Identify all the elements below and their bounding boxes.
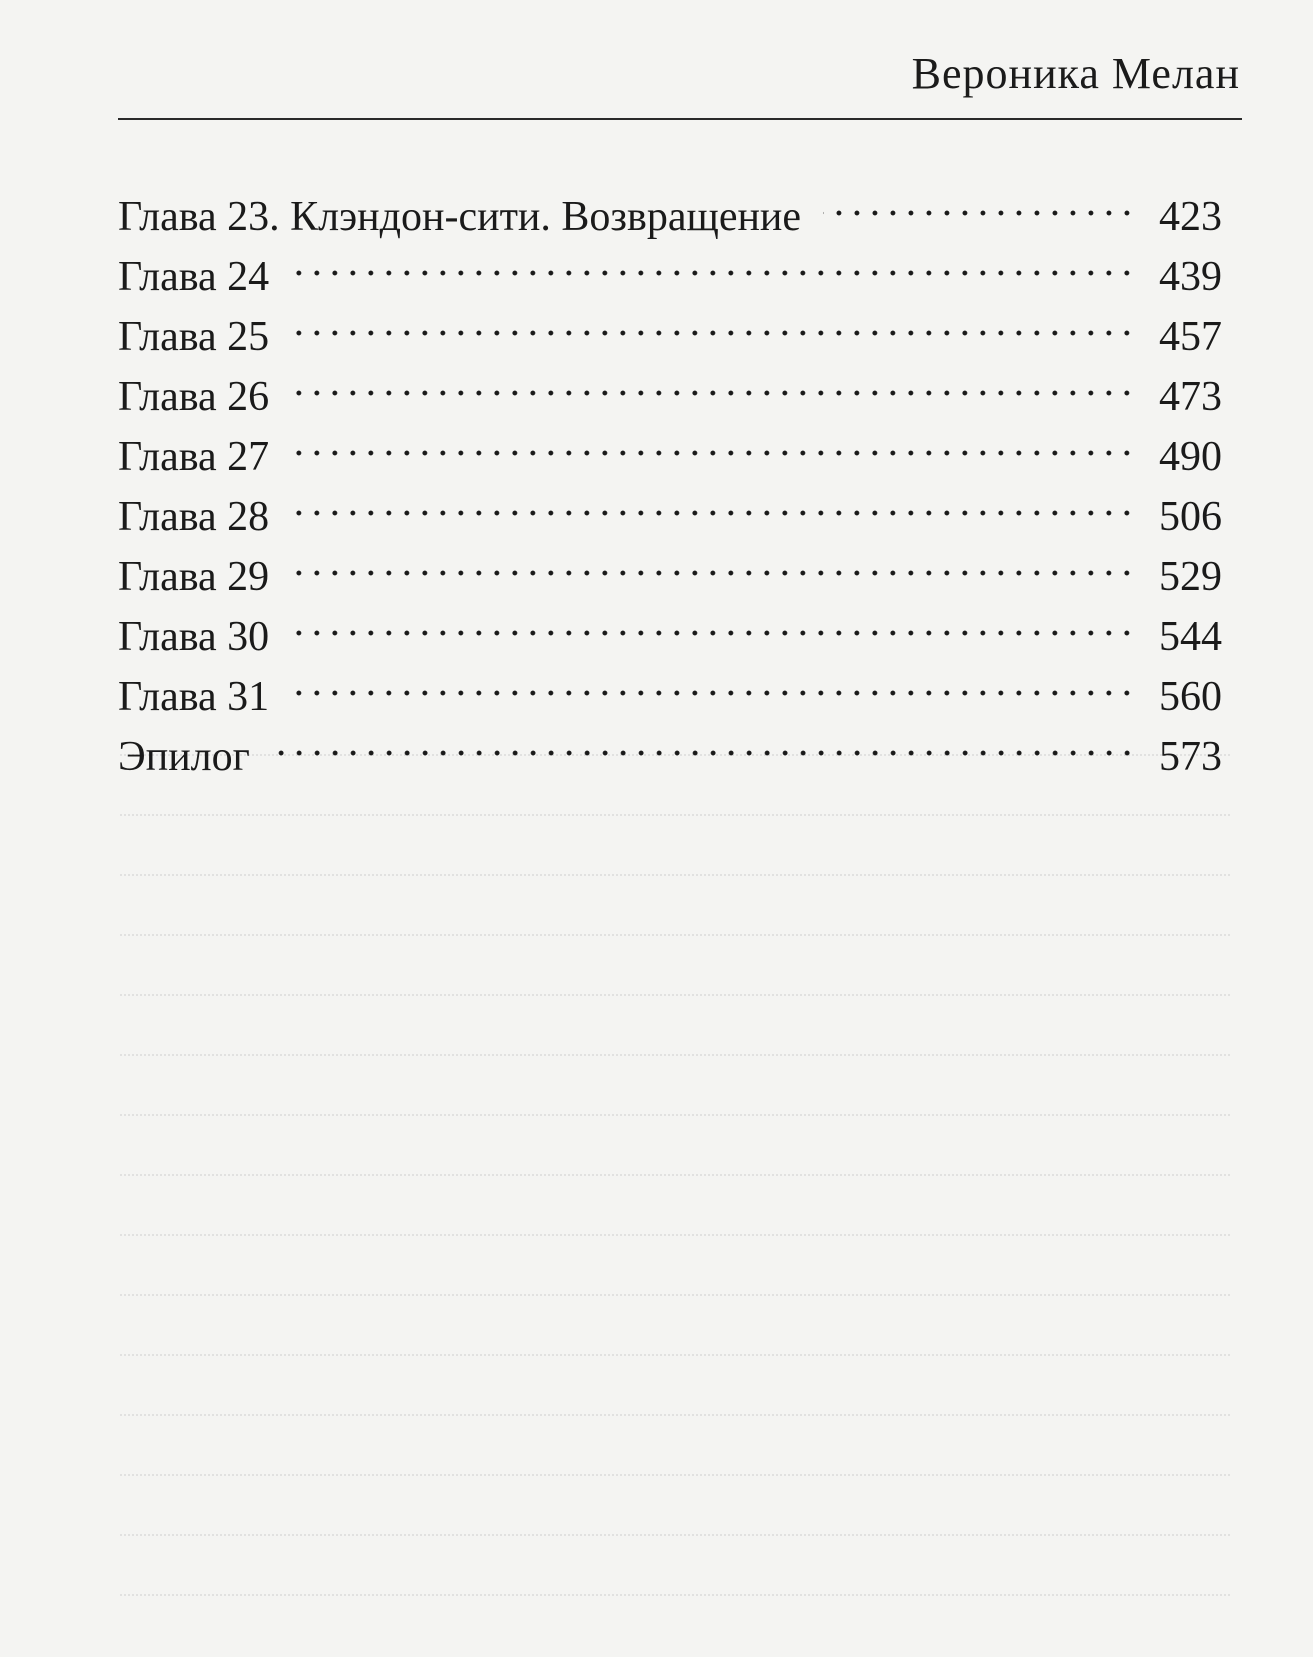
toc-entry-page: 423 (1159, 194, 1222, 240)
toc-leader-dots (291, 410, 1136, 470)
toc-entry-page: 490 (1159, 434, 1222, 480)
toc-leader-dots (291, 470, 1136, 530)
toc-entry-title: Эпилог (118, 734, 250, 780)
toc-entry-title: Глава 25 (118, 314, 270, 360)
toc-entry-page: 506 (1159, 494, 1222, 540)
toc-entry (118, 710, 1222, 780)
toc-entry-page: 573 (1159, 734, 1222, 780)
toc-entry-title: Глава 28 (118, 494, 270, 540)
toc-entry-page: 529 (1159, 554, 1222, 600)
toc-leader-dots (291, 350, 1136, 410)
toc-leader-dots (291, 290, 1136, 350)
toc-entry-page: 457 (1159, 314, 1222, 360)
toc-leader-dots (291, 530, 1136, 590)
toc-entry-title: Глава 31 (118, 674, 270, 720)
header-rule (118, 118, 1242, 120)
toc-entry-title: Глава 23. Клэндон-сити. Возвращение (118, 194, 802, 240)
toc-entry-title: Глава 24 (118, 254, 270, 300)
toc-leader-dots (291, 590, 1136, 650)
toc-entry-title: Глава 26 (118, 374, 270, 420)
toc-leader-dots (823, 170, 1136, 230)
running-head-author: Вероника Мелан (911, 49, 1240, 98)
toc-leader-dots (291, 230, 1136, 290)
toc-entry-title: Глава 29 (118, 554, 270, 600)
toc-entry-page: 560 (1159, 674, 1222, 720)
toc-leader-dots (291, 650, 1136, 710)
toc-leader-dots (272, 710, 1136, 770)
toc-entry-page: 544 (1159, 614, 1222, 660)
toc-entry-title: Глава 30 (118, 614, 270, 660)
toc-entry (118, 170, 1222, 240)
toc-entry-title: Глава 27 (118, 434, 270, 480)
table-of-contents (118, 170, 1222, 780)
toc-entry-page: 439 (1159, 254, 1222, 300)
toc-entry-page: 473 (1159, 374, 1222, 420)
